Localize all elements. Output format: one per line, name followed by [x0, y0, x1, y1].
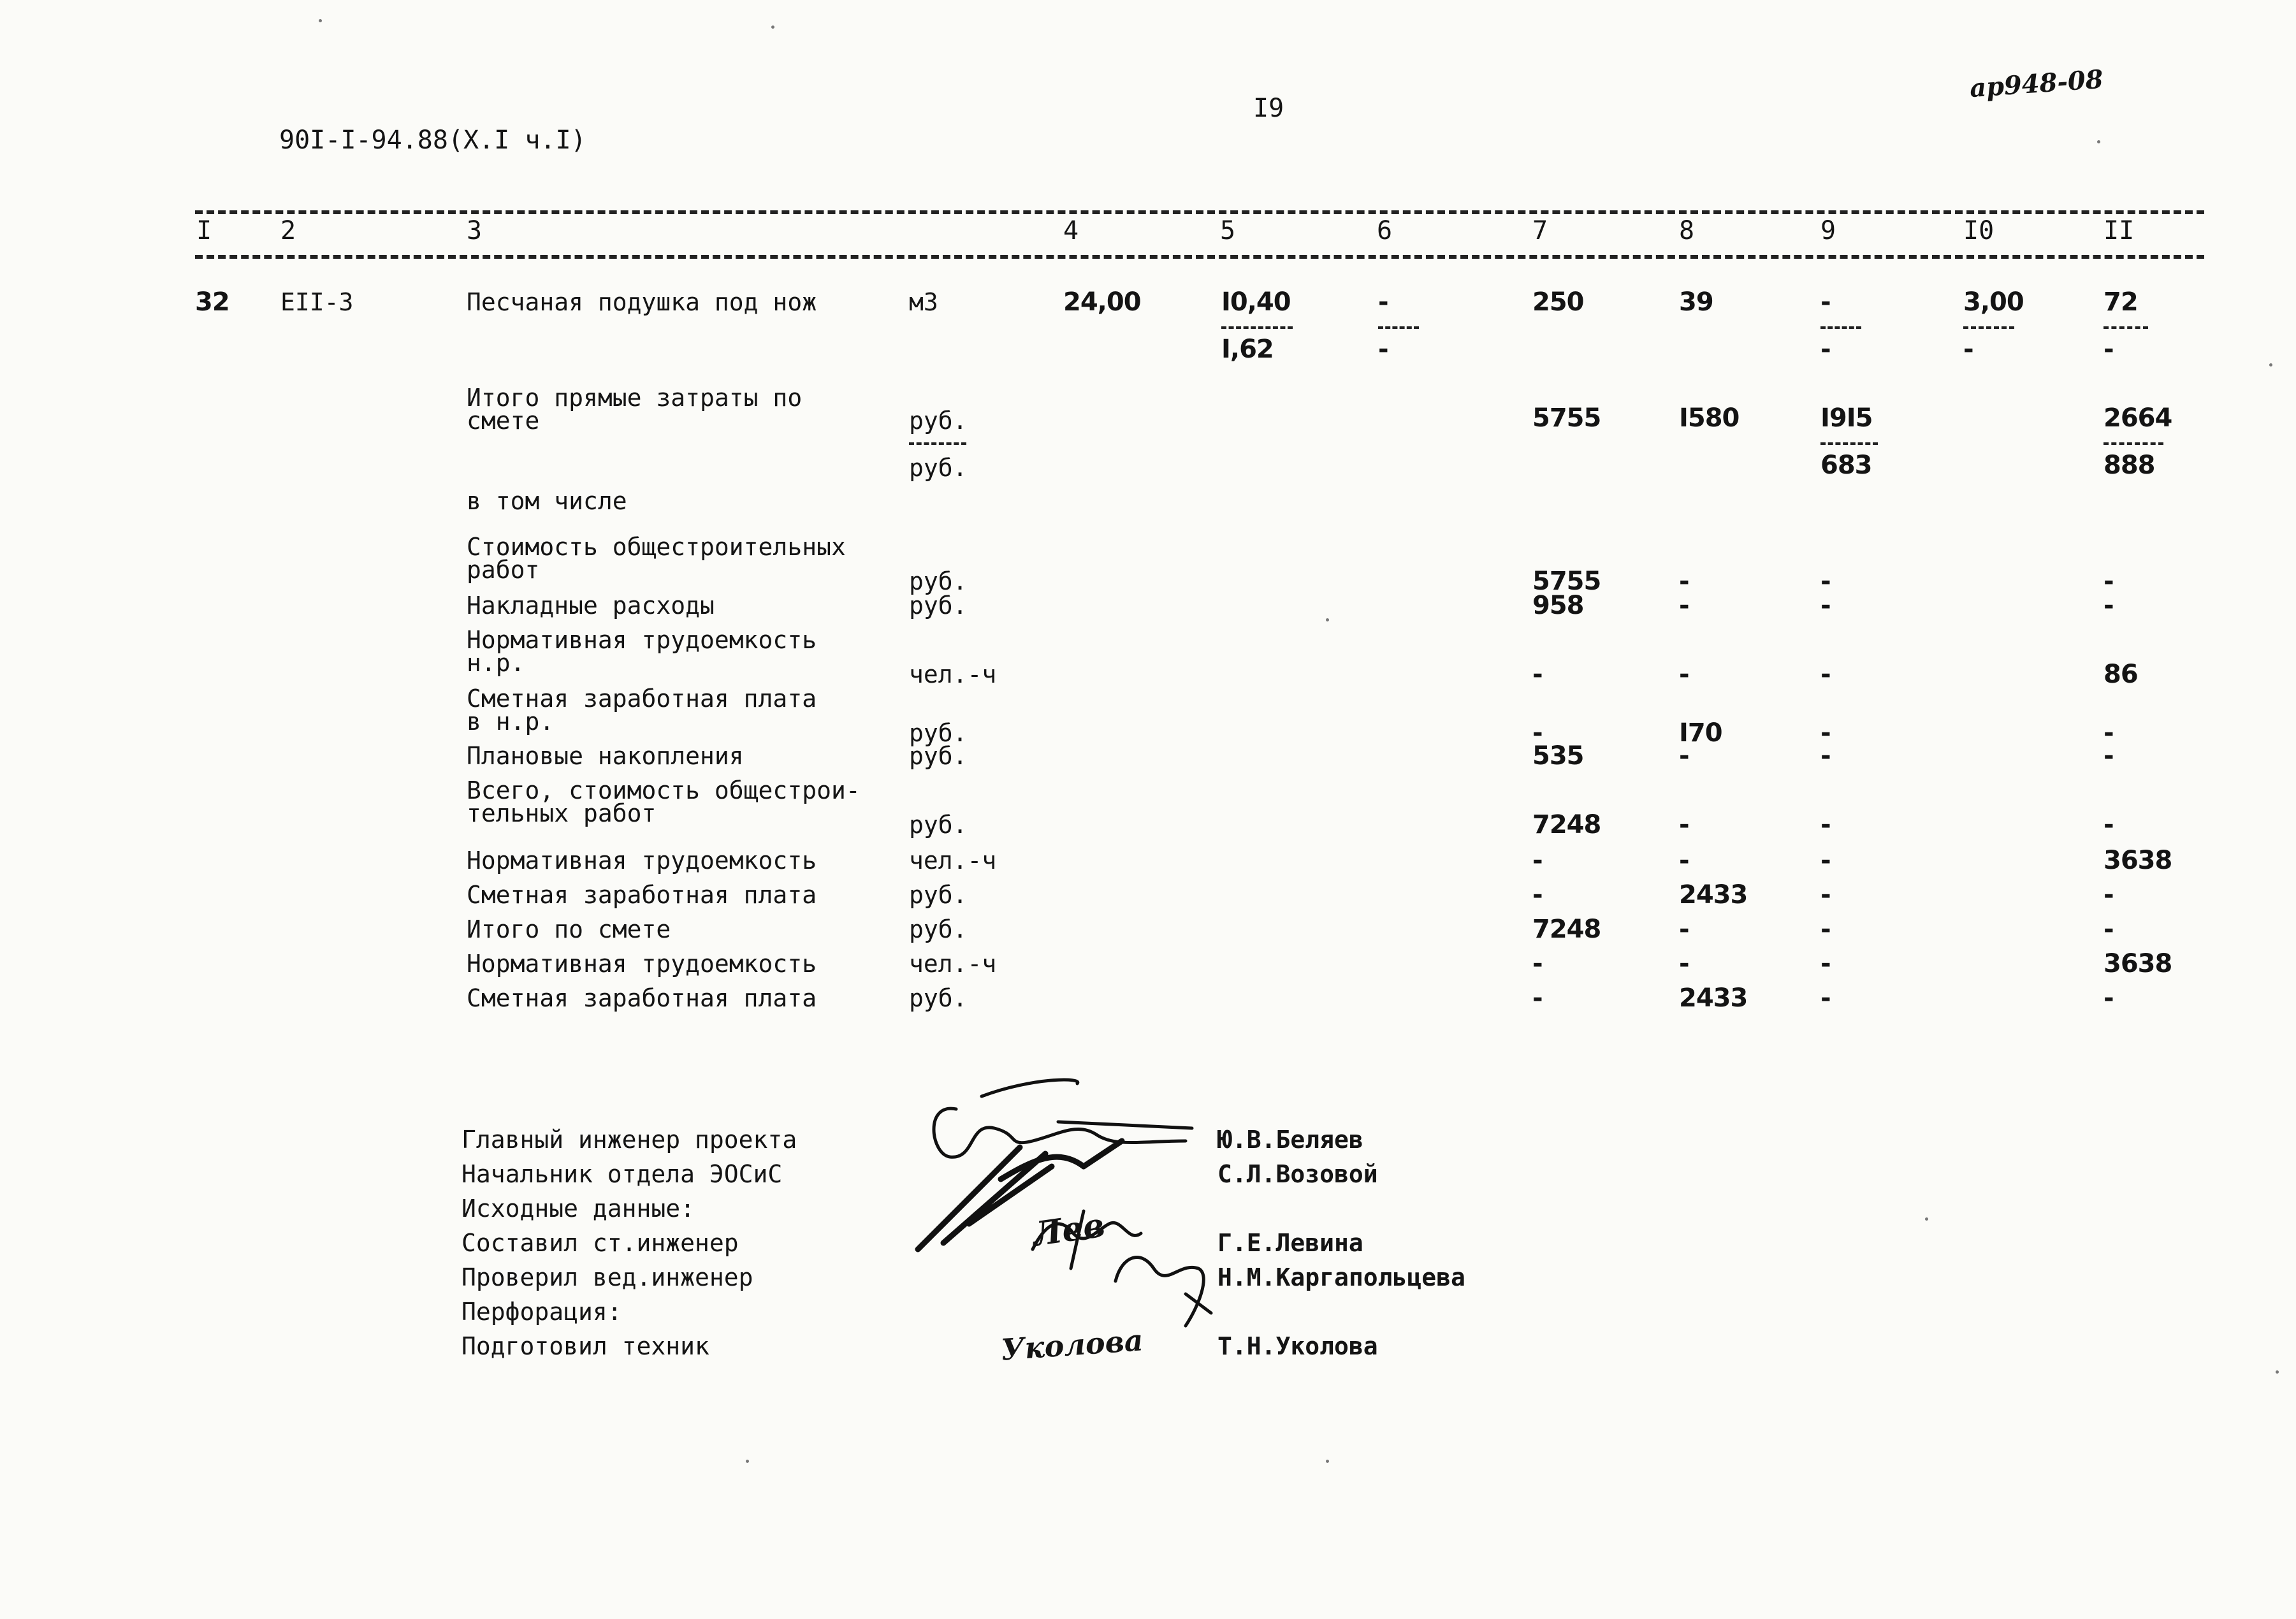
- row-col9: -: [1820, 949, 1831, 978]
- column-header-11: II: [2103, 216, 2135, 245]
- totals-label-line2: смете: [467, 407, 540, 435]
- page-number: I9: [1253, 94, 1284, 123]
- column-header-2: 2: [280, 216, 296, 245]
- row-col8: -: [1679, 810, 1689, 839]
- item-code: EII-3: [280, 288, 354, 316]
- column-header-3: 3: [467, 216, 483, 245]
- row-col8: 2433: [1679, 984, 1748, 1013]
- row-label-line2: н.р.: [467, 649, 525, 677]
- row-col7: -: [1532, 984, 1543, 1013]
- item-name: Песчаная подушка под нож: [467, 288, 817, 316]
- item-col7: 250: [1532, 287, 1584, 317]
- row-col7: -: [1532, 846, 1543, 875]
- item-col10-bottom: -: [1963, 335, 1973, 364]
- totals-col9-bottom: 683: [1820, 451, 1872, 480]
- row-col7: 7248: [1532, 915, 1601, 944]
- signature-role: Начальник отдела ЭОСиС: [461, 1160, 783, 1188]
- row-col7: 5755: [1532, 567, 1601, 596]
- scan-speck: [1925, 1217, 1928, 1221]
- row-col11: -: [2103, 880, 2114, 910]
- signature-name: Т.Н.Уколова: [1217, 1332, 1378, 1360]
- item-unit: м3: [909, 288, 938, 316]
- including-label: в том числе: [467, 487, 627, 515]
- row-label-line1: Сметная заработная плата: [467, 685, 817, 713]
- row-unit: руб.: [909, 915, 968, 943]
- row-col11: -: [2103, 810, 2114, 839]
- totals-col11-bottom: 888: [2103, 451, 2155, 480]
- totals-col11-top: 2664: [2103, 403, 2172, 433]
- signature-role: Подготовил техник: [461, 1332, 709, 1360]
- row-col7: 958: [1532, 591, 1584, 620]
- row-col8: -: [1679, 591, 1689, 620]
- scan-speck: [1326, 1460, 1329, 1463]
- row-col11: 3638: [2103, 949, 2172, 978]
- row-label-line1: Нормативная трудоемкость: [467, 626, 817, 654]
- row-unit: руб.: [909, 811, 968, 839]
- totals-label-line1: Итого прямые затраты по: [467, 384, 803, 412]
- document-code: 90I-I-94.88(X.I ч.I): [279, 126, 586, 155]
- column-header-8: 8: [1679, 216, 1695, 245]
- column-header-6: 6: [1377, 216, 1393, 245]
- row-col11: 86: [2103, 660, 2138, 689]
- row-label-line2: в н.р.: [467, 708, 555, 736]
- totals-col9-top: I9I5: [1820, 403, 1873, 433]
- row-col7: -: [1532, 718, 1543, 748]
- column-header-7: 7: [1532, 216, 1548, 245]
- signature-name: Г.Е.Левина: [1217, 1229, 1363, 1257]
- item-col5-bottom: I,62: [1221, 335, 1274, 364]
- row-col9: -: [1820, 810, 1831, 839]
- row-col8: -: [1679, 846, 1689, 875]
- row-label-line1: Нормативная трудоемкость: [467, 950, 817, 978]
- row-col9: -: [1820, 846, 1831, 875]
- row-col9: -: [1820, 718, 1831, 748]
- scan-speck: [2269, 363, 2272, 367]
- row-unit: руб.: [909, 881, 968, 909]
- row-col8: -: [1679, 741, 1689, 771]
- row-label-line1: Накладные расходы: [467, 592, 715, 620]
- row-col8: -: [1679, 567, 1689, 596]
- item-col11-bottom: -: [2103, 335, 2114, 364]
- item-col6-top: -: [1378, 287, 1388, 317]
- signature-name: Ю.В.Беляев: [1217, 1126, 1363, 1154]
- row-col11: -: [2103, 741, 2114, 771]
- row-col7: 535: [1532, 741, 1584, 771]
- signature-role: Исходные данные:: [461, 1194, 695, 1223]
- row-label-line2: тельных работ: [467, 799, 657, 827]
- row-col9: -: [1820, 567, 1831, 596]
- signature-belyaev: [934, 1080, 1192, 1157]
- item-col8: 39: [1679, 287, 1713, 317]
- row-label-line1: Нормативная трудоемкость: [467, 846, 817, 875]
- row-col11: -: [2103, 984, 2114, 1013]
- scan-speck: [319, 19, 322, 22]
- item-col9-top: -: [1820, 287, 1831, 317]
- scan-speck: [2097, 140, 2100, 143]
- signature-role: Проверил вед.инженер: [461, 1263, 753, 1291]
- signature-role: Составил ст.инженер: [461, 1229, 739, 1257]
- row-col11: -: [2103, 718, 2114, 748]
- row-unit: чел.-ч: [909, 950, 997, 978]
- item-col6-bottom: -: [1378, 335, 1388, 364]
- signature-kargapoltseva: [1115, 1258, 1211, 1326]
- row-label-line1: Плановые накопления: [467, 742, 744, 770]
- row-label-line1: Сметная заработная плата: [467, 984, 817, 1012]
- row-unit: руб.: [909, 719, 968, 747]
- row-col8: -: [1679, 915, 1689, 944]
- totals-col7: 5755: [1532, 403, 1601, 433]
- row-col7: -: [1532, 949, 1543, 978]
- row-col9: -: [1820, 915, 1831, 944]
- row-col7: 7248: [1532, 810, 1601, 839]
- row-label-line1: Итого по смете: [467, 915, 671, 943]
- row-unit: руб.: [909, 592, 968, 620]
- item-col5-top: I0,40: [1221, 287, 1291, 317]
- row-col9: -: [1820, 984, 1831, 1013]
- row-col9: -: [1820, 741, 1831, 771]
- row-col8: 2433: [1679, 880, 1748, 910]
- totals-unit-top: руб.: [909, 407, 968, 435]
- totals-col8: I580: [1679, 403, 1740, 433]
- row-unit: руб.: [909, 567, 968, 595]
- row-col8: I70: [1679, 718, 1722, 748]
- signature-ukolova-text: Уколова: [999, 1323, 1145, 1367]
- item-col10-top: 3,00: [1963, 287, 2024, 317]
- column-header-10: I0: [1963, 216, 1994, 245]
- item-col11-top: 72: [2103, 287, 2138, 317]
- scan-speck: [1326, 618, 1329, 621]
- row-unit: чел.-ч: [909, 660, 997, 688]
- signature-levina-text: Лев: [1030, 1205, 1107, 1254]
- item-number: 32: [195, 287, 229, 317]
- row-col7: -: [1532, 880, 1543, 910]
- row-label-line2: работ: [467, 556, 540, 584]
- row-col7: -: [1532, 660, 1543, 689]
- row-col9: -: [1820, 591, 1831, 620]
- row-col9: -: [1820, 880, 1831, 910]
- item-col9-bottom: -: [1820, 335, 1831, 364]
- row-unit: чел.-ч: [909, 846, 997, 875]
- totals-unit-bottom: руб.: [909, 454, 968, 482]
- row-unit: руб.: [909, 984, 968, 1012]
- row-col11: -: [2103, 915, 2114, 944]
- archive-code: ар948-08: [1968, 64, 2105, 104]
- row-col11: -: [2103, 567, 2114, 596]
- row-label-line1: Всего, стоимость общестрои-: [467, 776, 861, 804]
- row-col11: -: [2103, 591, 2114, 620]
- row-col11: 3638: [2103, 846, 2172, 875]
- column-header-5: 5: [1220, 216, 1236, 245]
- row-label-line1: Сметная заработная плата: [467, 881, 817, 909]
- scan-speck: [746, 1460, 749, 1463]
- column-header-9: 9: [1820, 216, 1836, 245]
- row-unit: руб.: [909, 742, 968, 770]
- row-col8: -: [1679, 660, 1689, 689]
- item-quantity: 24,00: [1063, 287, 1141, 317]
- signature-role: Перфорация:: [461, 1298, 622, 1326]
- column-header-4: 4: [1063, 216, 1079, 245]
- signature-name: Н.М.Каргапольцева: [1217, 1263, 1465, 1291]
- signature-role: Главный инженер проекта: [461, 1126, 797, 1154]
- row-col9: -: [1820, 660, 1831, 689]
- scan-speck: [771, 25, 774, 29]
- row-col8: -: [1679, 949, 1689, 978]
- signature-name: С.Л.Возовой: [1217, 1160, 1378, 1188]
- column-header-1: I: [196, 216, 212, 245]
- scan-speck: [2276, 1370, 2279, 1374]
- row-label-line1: Стоимость общестроительных: [467, 533, 846, 561]
